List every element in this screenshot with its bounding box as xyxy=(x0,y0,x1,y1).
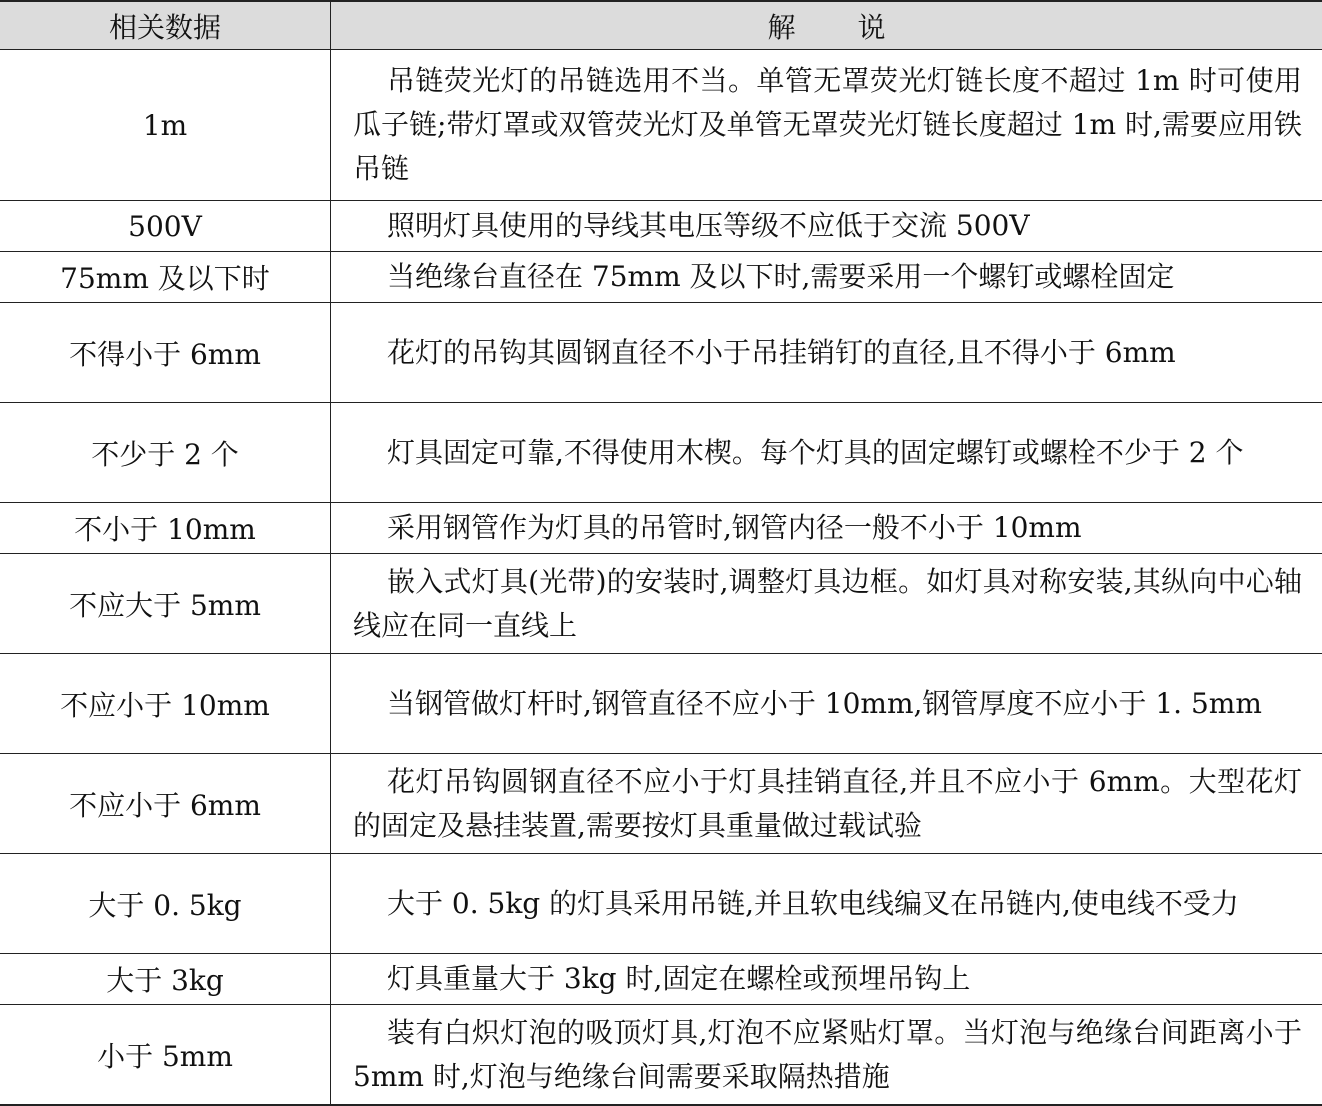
explanation-cell xyxy=(331,252,1322,302)
related-data-cell: 500V xyxy=(0,201,331,251)
related-data-cell: 不应大于 5mm xyxy=(0,554,331,653)
table-row xyxy=(0,1005,1322,1104)
explanation-text: 当绝缘台直径在 75mm 及以下时,需要采用一个螺钉或螺栓固定 xyxy=(387,260,1175,293)
related-data-cell: 不得小于 6mm xyxy=(0,303,331,402)
explanation-text: 当钢管做灯杆时,钢管直径不应小于 10mm,钢管厚度不应小于 1. 5mm xyxy=(387,686,1262,720)
explanation-cell xyxy=(331,954,1322,1004)
explanation-text: 灯具重量大于 3kg 时,固定在螺栓或预埋吊钩上 xyxy=(387,962,971,995)
explanation-cell xyxy=(331,654,1322,753)
table-row xyxy=(0,503,1322,554)
table-row xyxy=(0,252,1322,303)
explanation-cell xyxy=(331,201,1322,251)
table-header-row xyxy=(0,2,1322,50)
header-related-data: 相关数据 xyxy=(0,2,331,49)
explanation-text: 嵌入式灯具(光带)的安装时,调整灯具边框。如灯具对称安装,其纵向中心轴线应在同一直线上 xyxy=(353,564,1302,642)
explanation-text: 大于 0. 5kg 的灯具采用吊链,并且软电线编叉在吊链内,使电线不受力 xyxy=(387,886,1239,920)
explanation-cell xyxy=(331,403,1322,502)
explanation-cell xyxy=(331,554,1322,653)
explanation-cell xyxy=(331,50,1322,200)
related-data-cell: 大于 0. 5kg xyxy=(0,854,331,953)
explanation-text: 花灯吊钩圆钢直径不应小于灯具挂销直径,并且不应小于 6mm。大型花灯的固定及悬挂装置,需要按灯具重量做过载试验 xyxy=(353,764,1302,842)
explanation-cell xyxy=(331,503,1322,553)
table-row xyxy=(0,554,1322,654)
related-data-cell: 不小于 10mm xyxy=(0,503,331,553)
table-row xyxy=(0,854,1322,954)
related-data-cell: 小于 5mm xyxy=(0,1005,331,1104)
table-row xyxy=(0,754,1322,854)
explanation-cell xyxy=(331,1005,1322,1104)
explanation-text: 照明灯具使用的导线其电压等级不应低于交流 500V xyxy=(387,209,1030,242)
header-explanation: 解 说 xyxy=(767,10,888,44)
table-row xyxy=(0,403,1322,503)
related-data-cell: 75mm 及以下时 xyxy=(0,252,331,302)
explanation-cell xyxy=(331,854,1322,953)
related-data-cell: 不少于 2 个 xyxy=(0,403,331,502)
table-row xyxy=(0,654,1322,754)
explanation-text: 装有白炽灯泡的吸顶灯具,灯泡不应紧贴灯罩。当灯泡与绝缘台间距离小于 5mm 时,灯泡与绝缘台间需要采取隔热措施 xyxy=(353,1015,1302,1093)
explanation-text: 灯具固定可靠,不得使用木楔。每个灯具的固定螺钉或螺栓不少于 2 个 xyxy=(387,435,1244,469)
table-row xyxy=(0,50,1322,201)
explanation-text: 吊链荧光灯的吊链选用不当。单管无罩荧光灯链长度不超过 1m 时可使用瓜子链;带灯罩或双管荧光灯及单管无罩荧光灯链长度超过 1m 时,需要应用铁吊链 xyxy=(353,64,1302,185)
table-row xyxy=(0,954,1322,1005)
related-data-cell: 不应小于 10mm xyxy=(0,654,331,753)
explanation-cell xyxy=(331,303,1322,402)
explanation-cell xyxy=(331,754,1322,853)
explanation-text: 花灯的吊钩其圆钢直径不小于吊挂销钉的直径,且不得小于 6mm xyxy=(387,335,1176,369)
related-data-cell: 1m xyxy=(0,50,331,200)
explanation-text: 采用钢管作为灯具的吊管时,钢管内径一般不小于 10mm xyxy=(387,511,1082,544)
table-row xyxy=(0,303,1322,403)
related-data-cell: 大于 3kg xyxy=(0,954,331,1004)
related-data-cell: 不应小于 6mm xyxy=(0,754,331,853)
table-row xyxy=(0,201,1322,252)
